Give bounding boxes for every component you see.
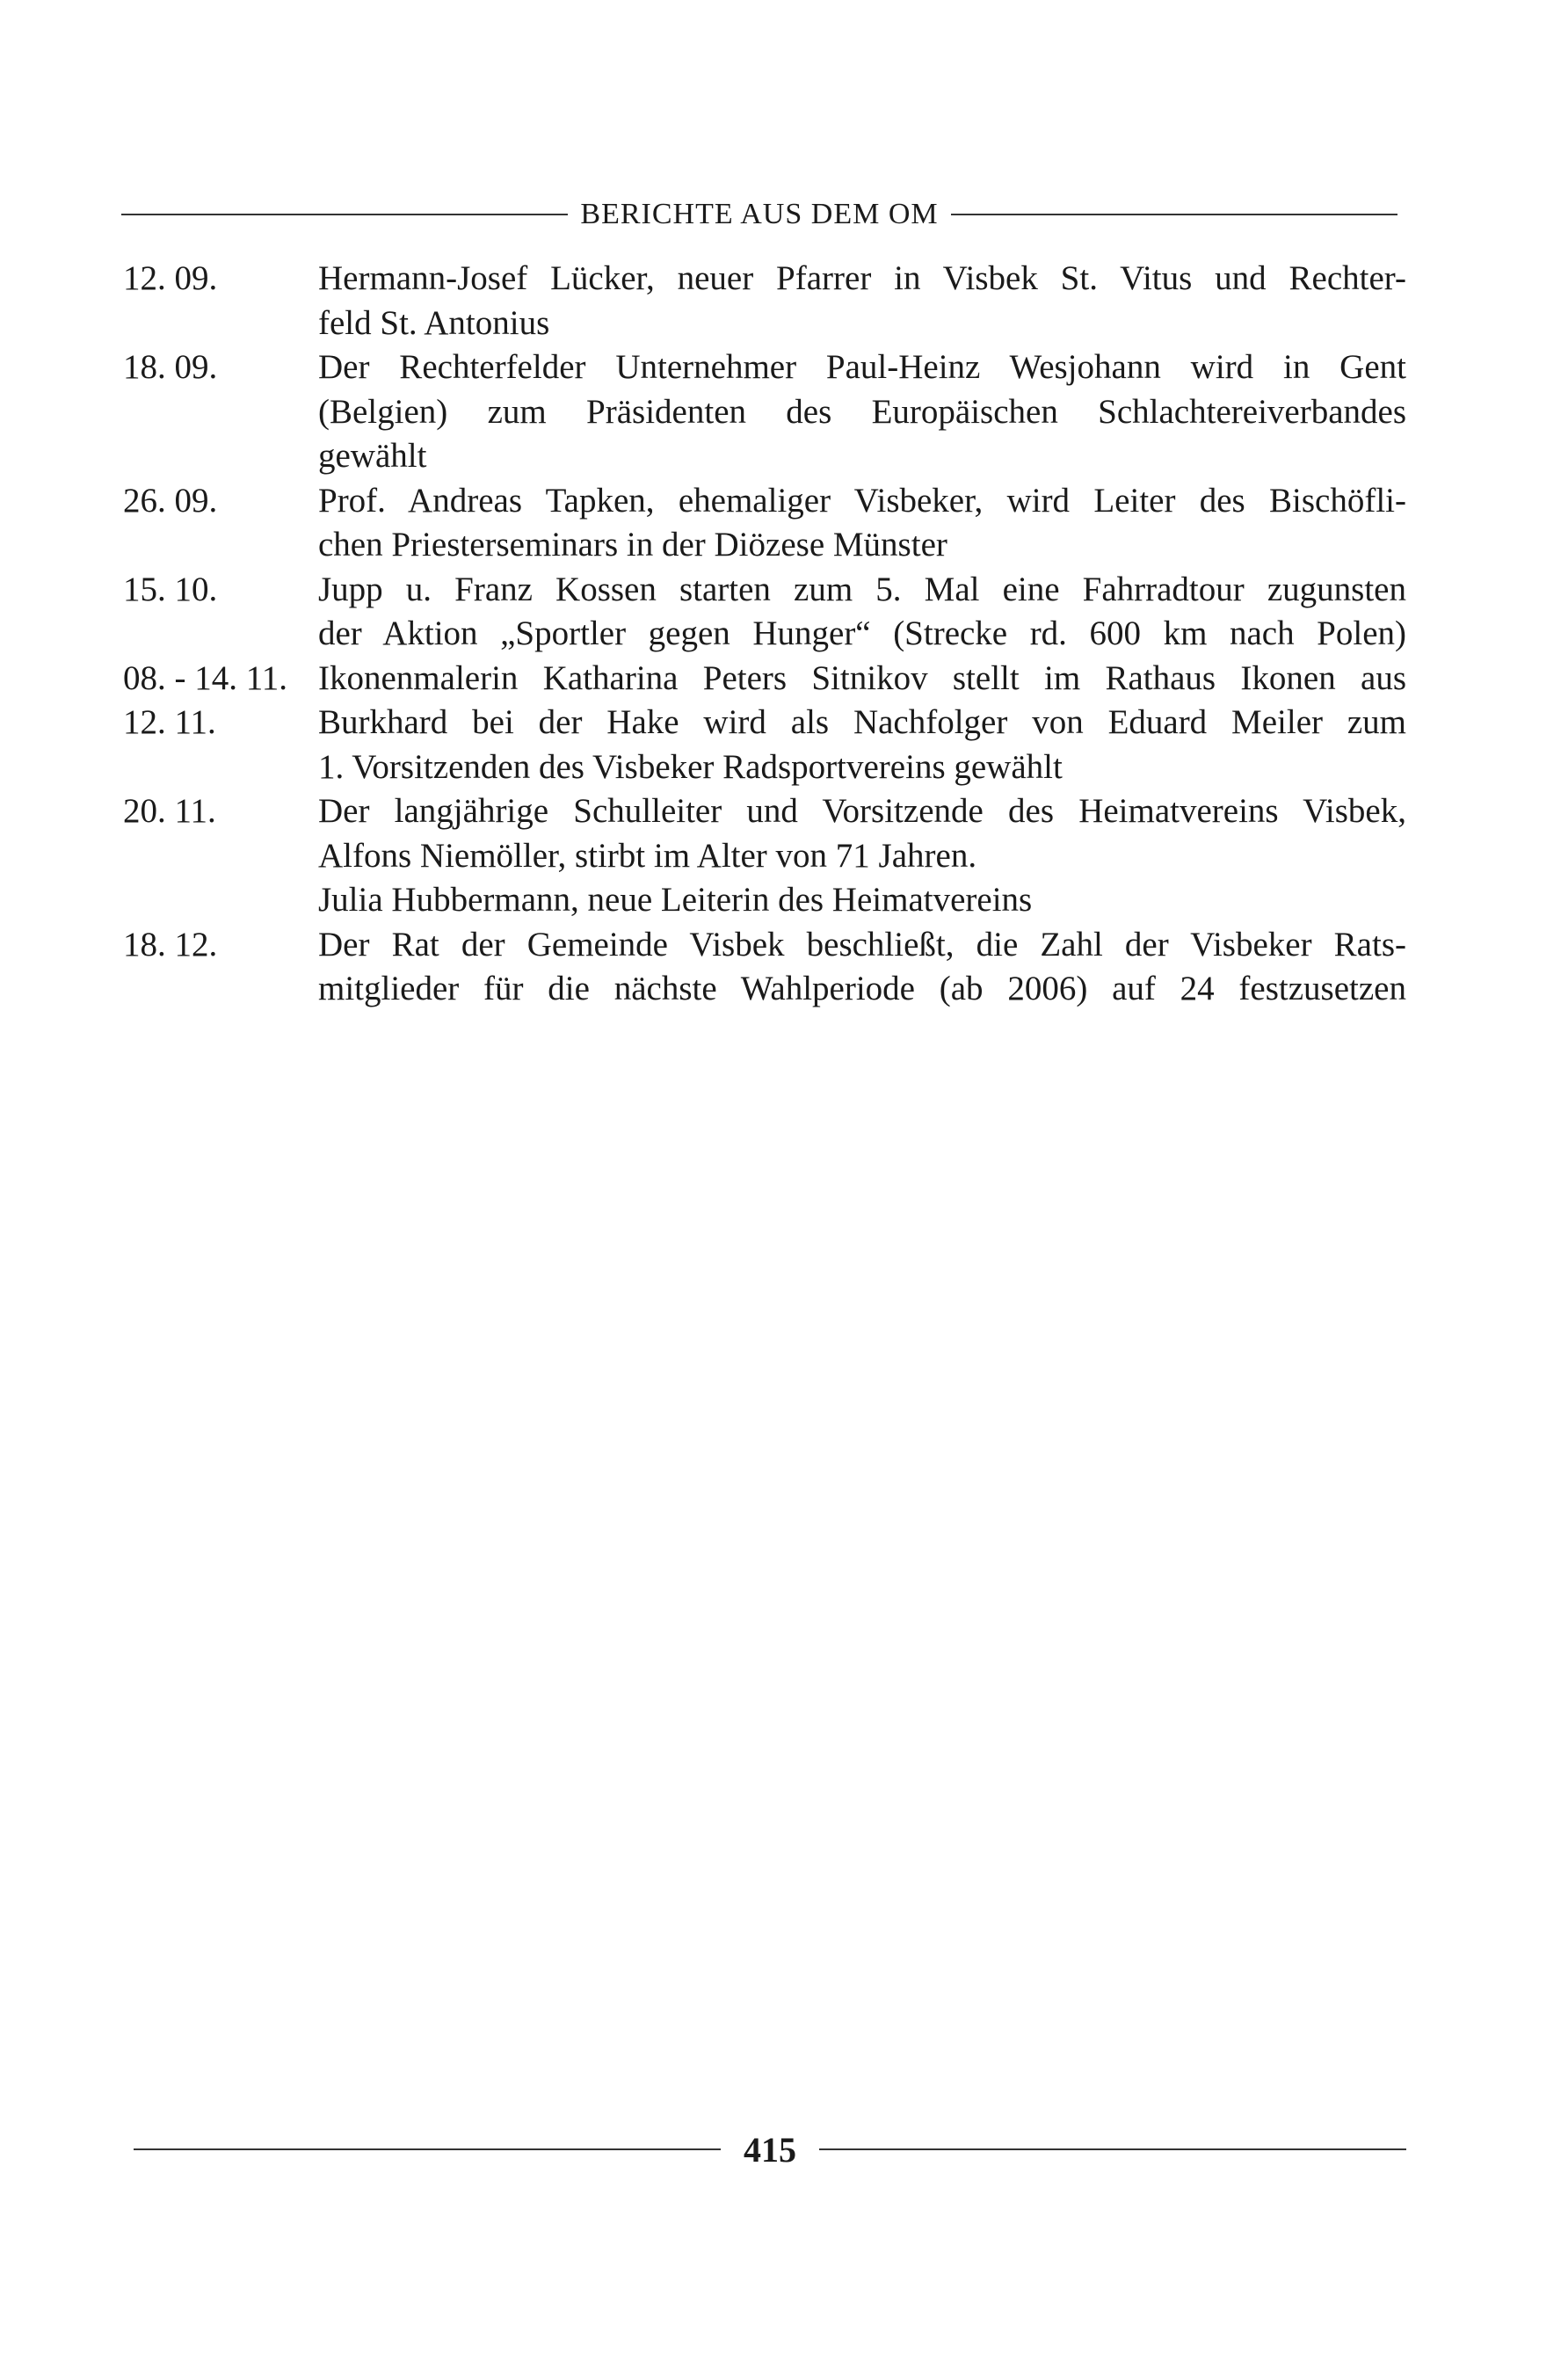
entry-line: Der langjährige Schulleiter und Vorsitzende des Heimatvereins Visbek, (318, 792, 1406, 830)
chronicle-entry (123, 789, 1406, 923)
entry-line: der Aktion „Sportler gegen Hunger“ (Strecke rd. 600 km nach Polen) (318, 614, 1406, 652)
entry-line: Burkhard bei der Hake wird als Nachfolger von Eduard Meiler zum (318, 703, 1406, 741)
entry-line: (Belgien) zum Präsidenten des Europäischen Schlachtereiverbandes (318, 392, 1406, 431)
chronicle-entry (123, 568, 1406, 657)
chronicle-entry (123, 701, 1406, 789)
entry-line: Jupp u. Franz Kossen starten zum 5. Mal eine Fahrradtour zugunsten (318, 570, 1406, 608)
header-rule-right (951, 214, 1397, 215)
footer-rule-left (134, 2148, 721, 2150)
entry-text (318, 257, 1406, 345)
entry-date: 26. 09. (123, 481, 218, 520)
entry-date: 20. 11. (123, 792, 216, 830)
entry-line: Der Rat der Gemeinde Visbek beschließt, die Zahl der Visbeker Rats- (318, 925, 1406, 963)
entry-date: 15. 10. (123, 570, 218, 608)
entry-date: 12. 11. (123, 703, 216, 741)
entry-line: Alfons Niemöller, stirbt im Alter von 71 Jahren. (318, 836, 977, 875)
entry-date: 18. 12. (123, 925, 218, 963)
entry-text (318, 701, 1406, 789)
page-footer (134, 2127, 1406, 2171)
footer-rule-right (819, 2148, 1406, 2150)
entry-text (318, 568, 1406, 657)
chronicle-entry (123, 257, 1406, 345)
entry-line: Der Rechterfelder Unternehmer Paul-Heinz Wesjohann wird in Gent (318, 348, 1406, 386)
chronicle-entry (123, 345, 1406, 479)
entry-date: 12. 09. (123, 259, 218, 297)
entry-text (318, 657, 1406, 702)
chronicle-list (123, 257, 1406, 1012)
chronicle-entry (123, 923, 1406, 1012)
entry-line: Julia Hubbermann, neue Leiterin des Heimatvereins (318, 881, 1033, 919)
entry-line: Prof. Andreas Tapken, ehemaliger Visbeker, wird Leiter des Bischöfli- (318, 481, 1406, 520)
chronicle-entry (123, 657, 1406, 702)
entry-line: Hermann-Josef Lücker, neuer Pfarrer in Visbek St. Vitus und Rechter- (318, 259, 1406, 297)
entry-text (318, 479, 1406, 568)
entry-text (318, 923, 1406, 1012)
entry-line: chen Priesterseminars in der Diözese Münster (318, 526, 947, 563)
header-rule-left (121, 214, 568, 215)
entry-line: feld St. Antonius (318, 303, 550, 342)
entry-line: gewählt (318, 437, 427, 475)
entry-date: 18. 09. (123, 348, 218, 386)
header-title: BERICHTE AUS DEM OM (580, 198, 939, 230)
entry-line: mitglieder für die nächste Wahlperiode (ab 2006) auf 24 festzusetzen (318, 970, 1406, 1007)
running-header (121, 195, 1397, 234)
page-number: 415 (744, 2129, 796, 2170)
entry-text (318, 345, 1406, 479)
entry-text (318, 789, 1406, 923)
entry-date: 08. - 14. 11. (123, 658, 288, 697)
entry-line: Ikonenmalerin Katharina Peters Sitnikov stellt im Rathaus Ikonen aus (318, 658, 1406, 697)
chronicle-entry (123, 479, 1406, 568)
entry-line: 1. Vorsitzenden des Visbeker Radsportvereins gewählt (318, 747, 1063, 786)
